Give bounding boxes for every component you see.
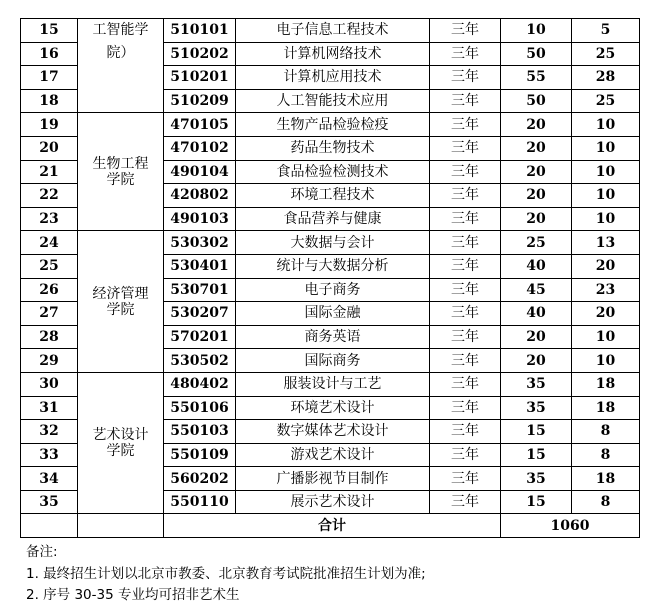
row-major: 国际商务	[236, 349, 430, 373]
row-code: 530401	[164, 254, 236, 278]
table-body	[21, 19, 640, 538]
row-duration: 三年	[430, 231, 501, 255]
row-major: 数字媒体艺术设计	[236, 420, 430, 444]
row-duration: 三年	[430, 19, 501, 43]
note-item-1: 1. 最终招生计划以北京市教委、北京教育考试院批准招生计划为准;	[26, 565, 426, 582]
row-code: 510202	[164, 42, 236, 66]
college-name	[78, 19, 164, 113]
row-code: 530302	[164, 231, 236, 255]
row-seq: 29	[21, 349, 78, 373]
row-code: 420802	[164, 184, 236, 208]
row-duration: 三年	[430, 184, 501, 208]
row-duration: 三年	[430, 136, 501, 160]
row-major: 电子信息工程技术	[236, 19, 430, 43]
row-code: 510101	[164, 19, 236, 43]
row-major: 生物产品检验检疫	[236, 113, 430, 137]
row-sub: 23	[572, 278, 640, 302]
row-code: 530701	[164, 278, 236, 302]
row-total: 35	[501, 467, 572, 491]
row-major: 广播影视节目制作	[236, 467, 430, 491]
college-name-line: 学院	[106, 171, 135, 188]
row-sub: 10	[572, 207, 640, 231]
enrollment-plan-table	[20, 18, 640, 538]
row-sub: 18	[572, 467, 640, 491]
row-sub: 13	[572, 231, 640, 255]
row-duration: 三年	[430, 396, 501, 420]
row-code: 510209	[164, 89, 236, 113]
row-code: 530207	[164, 302, 236, 326]
row-sub: 8	[572, 420, 640, 444]
college-name-line: 院）	[106, 45, 135, 61]
row-total: 55	[501, 66, 572, 90]
row-total: 40	[501, 302, 572, 326]
row-seq: 23	[21, 207, 78, 231]
total-label: 合计	[164, 514, 501, 538]
row-major: 环境工程技术	[236, 184, 430, 208]
row-sub: 18	[572, 396, 640, 420]
row-total: 15	[501, 443, 572, 467]
college-name-line: 学院	[106, 443, 135, 460]
row-code: 570201	[164, 325, 236, 349]
row-code: 550106	[164, 396, 236, 420]
total-empty-1	[21, 514, 78, 538]
row-sub: 5	[572, 19, 640, 43]
row-duration: 三年	[430, 66, 501, 90]
row-duration: 三年	[430, 302, 501, 326]
row-code: 510201	[164, 66, 236, 90]
row-major: 食品营养与健康	[236, 207, 430, 231]
row-seq: 20	[21, 136, 78, 160]
row-total: 25	[501, 231, 572, 255]
row-duration: 三年	[430, 42, 501, 66]
row-seq: 26	[21, 278, 78, 302]
table-row	[21, 19, 640, 43]
row-seq: 28	[21, 325, 78, 349]
row-duration: 三年	[430, 490, 501, 514]
row-code: 550103	[164, 420, 236, 444]
row-seq: 18	[21, 89, 78, 113]
row-seq: 34	[21, 467, 78, 491]
row-total: 40	[501, 254, 572, 278]
row-seq: 21	[21, 160, 78, 184]
row-sub: 10	[572, 349, 640, 373]
row-major: 计算机网络技术	[236, 42, 430, 66]
notes-section	[26, 542, 426, 607]
row-seq: 24	[21, 231, 78, 255]
college-name-line: 生物工程	[92, 155, 149, 172]
row-major: 人工智能技术应用	[236, 89, 430, 113]
row-sub: 25	[572, 42, 640, 66]
row-duration: 三年	[430, 372, 501, 396]
row-sub: 10	[572, 136, 640, 160]
college-name-line: 艺术设计	[92, 427, 149, 444]
table-row	[21, 113, 640, 137]
row-seq: 16	[21, 42, 78, 66]
row-total: 20	[501, 325, 572, 349]
total-row	[21, 514, 640, 538]
row-duration: 三年	[430, 325, 501, 349]
row-duration: 三年	[430, 254, 501, 278]
row-code: 470102	[164, 136, 236, 160]
row-total: 50	[501, 42, 572, 66]
row-total: 15	[501, 490, 572, 514]
row-sub: 8	[572, 490, 640, 514]
row-seq: 17	[21, 66, 78, 90]
college-name	[78, 113, 164, 231]
row-code: 490104	[164, 160, 236, 184]
college-name	[78, 372, 164, 514]
row-total: 20	[501, 349, 572, 373]
row-total: 20	[501, 113, 572, 137]
row-duration: 三年	[430, 207, 501, 231]
row-major: 食品检验检测技术	[236, 160, 430, 184]
row-seq: 25	[21, 254, 78, 278]
row-duration: 三年	[430, 443, 501, 467]
row-sub: 10	[572, 113, 640, 137]
notes-title: 备注:	[26, 544, 58, 560]
row-total: 15	[501, 420, 572, 444]
row-total: 20	[501, 136, 572, 160]
row-total: 20	[501, 184, 572, 208]
row-total: 50	[501, 89, 572, 113]
table-row	[21, 372, 640, 396]
row-seq: 32	[21, 420, 78, 444]
row-sub: 28	[572, 66, 640, 90]
row-total: 35	[501, 396, 572, 420]
row-total: 35	[501, 372, 572, 396]
college-name-line: 学院	[106, 301, 135, 318]
row-duration: 三年	[430, 113, 501, 137]
row-duration: 三年	[430, 467, 501, 491]
college-name-line: 工智能学	[92, 22, 149, 38]
row-major: 环境艺术设计	[236, 396, 430, 420]
college-name-line: 经济管理	[92, 285, 149, 302]
row-major: 服装设计与工艺	[236, 372, 430, 396]
row-code: 530502	[164, 349, 236, 373]
row-seq: 33	[21, 443, 78, 467]
row-major: 药品生物技术	[236, 136, 430, 160]
row-seq: 15	[21, 19, 78, 43]
row-sub: 10	[572, 160, 640, 184]
row-major: 计算机应用技术	[236, 66, 430, 90]
row-seq: 31	[21, 396, 78, 420]
row-seq: 27	[21, 302, 78, 326]
row-sub: 20	[572, 254, 640, 278]
row-major: 国际金融	[236, 302, 430, 326]
row-sub: 8	[572, 443, 640, 467]
row-total: 45	[501, 278, 572, 302]
row-seq: 19	[21, 113, 78, 137]
row-duration: 三年	[430, 278, 501, 302]
row-sub: 25	[572, 89, 640, 113]
row-major: 展示艺术设计	[236, 490, 430, 514]
row-code: 470105	[164, 113, 236, 137]
row-seq: 35	[21, 490, 78, 514]
row-duration: 三年	[430, 89, 501, 113]
table-row	[21, 231, 640, 255]
row-sub: 10	[572, 325, 640, 349]
row-duration: 三年	[430, 349, 501, 373]
row-major: 统计与大数据分析	[236, 254, 430, 278]
row-sub: 10	[572, 184, 640, 208]
college-name	[78, 231, 164, 373]
row-total: 20	[501, 207, 572, 231]
note-item-2: 2. 序号 30-35 专业均可招非艺术生	[26, 587, 240, 603]
row-major: 大数据与会计	[236, 231, 430, 255]
total-empty-2	[78, 514, 164, 538]
row-code: 490103	[164, 207, 236, 231]
row-duration: 三年	[430, 420, 501, 444]
row-sub: 20	[572, 302, 640, 326]
row-major: 游戏艺术设计	[236, 443, 430, 467]
row-code: 480402	[164, 372, 236, 396]
row-duration: 三年	[430, 160, 501, 184]
row-major: 电子商务	[236, 278, 430, 302]
row-code: 550109	[164, 443, 236, 467]
row-code: 550110	[164, 490, 236, 514]
row-total: 20	[501, 160, 572, 184]
row-code: 560202	[164, 467, 236, 491]
total-value: 1060	[501, 514, 640, 538]
row-major: 商务英语	[236, 325, 430, 349]
row-total: 10	[501, 19, 572, 43]
row-seq: 22	[21, 184, 78, 208]
row-sub: 18	[572, 372, 640, 396]
row-seq: 30	[21, 372, 78, 396]
